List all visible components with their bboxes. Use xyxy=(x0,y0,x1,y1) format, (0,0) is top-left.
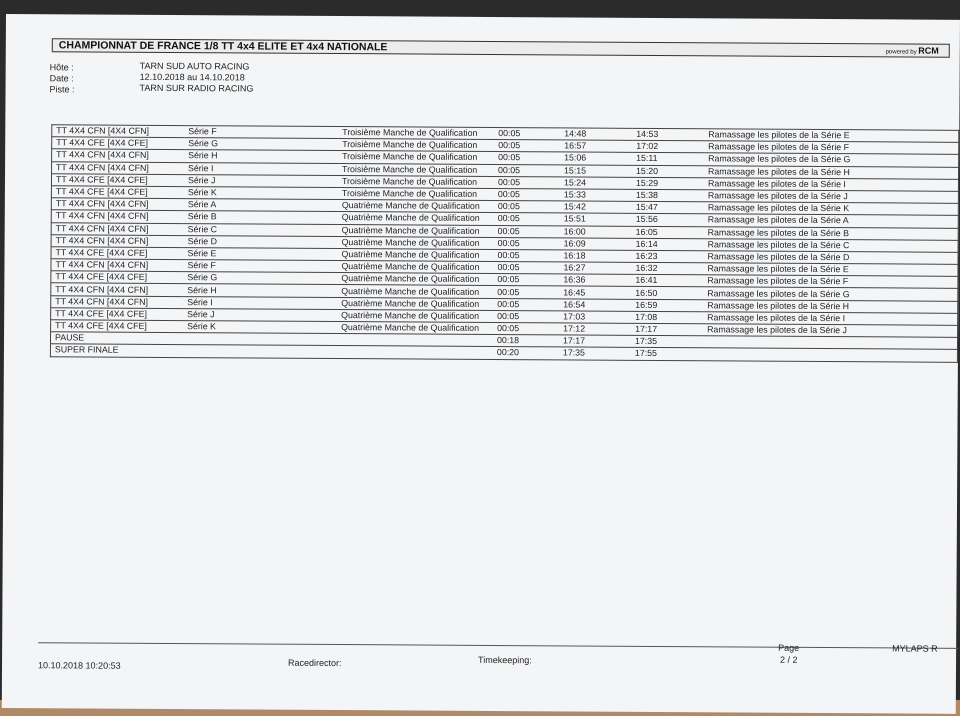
start-time-cell: 16:54 xyxy=(559,299,631,312)
round-cell: Quatrième Manche de Qualification xyxy=(338,236,494,249)
note-cell: Ramassage les pilotes de la Série H xyxy=(703,299,958,313)
note-cell: Ramassage les pilotes de la Série E xyxy=(704,129,959,143)
timekeeping-label: Timekeeping: xyxy=(478,654,532,666)
round-cell: Quatrième Manche de Qualification xyxy=(338,200,494,213)
note-cell: Ramassage les pilotes de la Série K xyxy=(704,202,959,216)
start-time-cell: 16:09 xyxy=(560,238,632,251)
duration-cell: 00:05 xyxy=(494,176,560,189)
round-cell: Quatrième Manche de Qualification xyxy=(337,273,493,286)
category-cell: TT 4X4 CFE [4X4 CFE] xyxy=(51,308,184,321)
note-cell: Ramassage les pilotes de la Série B xyxy=(704,226,959,240)
duration-cell: 00:20 xyxy=(493,347,559,360)
serie-cell: Série H xyxy=(183,284,337,297)
round-cell: Troisième Manche de Qualification xyxy=(338,151,494,164)
duration-cell: 00:05 xyxy=(494,152,560,165)
round-cell: Quatrième Manche de Qualification xyxy=(338,224,494,237)
serie-cell xyxy=(183,345,337,358)
category-cell: TT 4X4 CFN [4X4 CFN] xyxy=(51,222,184,235)
category-cell: TT 4X4 CFE [4X4 CFE] xyxy=(51,247,184,260)
duration-cell: 00:05 xyxy=(493,274,559,287)
start-time-cell: 17:17 xyxy=(559,335,631,348)
note-cell: Ramassage les pilotes de la Série I xyxy=(704,178,959,192)
category-cell: TT 4X4 CFN [4X4 CFN] xyxy=(52,149,185,162)
end-time-cell: 16:05 xyxy=(632,226,704,239)
date-value: 12.10.2018 au 14.10.2018 xyxy=(139,71,245,83)
serie-cell: Série H xyxy=(184,150,338,163)
powered-by-label xyxy=(886,44,939,58)
category-cell: TT 4X4 CFN [4X4 CFN] xyxy=(51,283,184,296)
duration-cell: 00:05 xyxy=(493,262,559,275)
printed-timestamp: 10.10.2018 10:20:53 xyxy=(37,660,121,671)
end-time-cell: 15:47 xyxy=(632,201,704,214)
category-cell: TT 4X4 CFE [4X4 CFE] xyxy=(51,320,184,333)
category-cell: SUPER FINALE xyxy=(50,344,183,357)
serie-cell: Série K xyxy=(184,187,338,200)
note-cell: Ramassage les pilotes de la Série F xyxy=(704,141,959,155)
serie-cell: Série J xyxy=(183,308,337,321)
serie-cell: Série C xyxy=(184,223,338,236)
start-time-cell: 17:03 xyxy=(559,311,631,324)
mylaps-brand: MYLAPS R xyxy=(892,643,938,654)
note-cell: Ramassage les pilotes de la Série E xyxy=(703,263,958,277)
start-time-cell: 15:15 xyxy=(560,164,632,177)
round-cell: Quatrième Manche de Qualification xyxy=(337,309,493,322)
category-cell: TT 4X4 CFE [4X4 CFE] xyxy=(51,174,184,187)
duration-cell: 00:05 xyxy=(494,188,560,201)
host-value: TARN SUD AUTO RACING xyxy=(139,60,250,72)
duration-cell: 00:05 xyxy=(493,298,559,311)
powered-prefix: powered by xyxy=(885,49,917,56)
round-cell: Quatrième Manche de Qualification xyxy=(337,248,493,261)
page-label: Page xyxy=(778,642,800,653)
category-cell: TT 4X4 CFN [4X4 CFN] xyxy=(52,161,185,174)
note-cell: Ramassage les pilotes de la Série F xyxy=(703,275,958,289)
duration-cell: 00:05 xyxy=(494,127,560,140)
category-cell: TT 4X4 CFN [4X4 CFN] xyxy=(51,259,184,272)
duration-cell: 00:05 xyxy=(494,237,560,250)
round-cell: Quatrième Manche de Qualification xyxy=(338,212,494,225)
racedirector-label: Racedirector: xyxy=(288,657,342,669)
powered-brand: RCM xyxy=(918,45,939,56)
serie-cell: Série J xyxy=(184,174,338,187)
serie-cell: Série K xyxy=(183,321,337,334)
serie-cell: Série F xyxy=(183,260,337,273)
start-time-cell: 16:36 xyxy=(559,274,631,287)
note-cell xyxy=(703,348,958,362)
end-time-cell: 17:02 xyxy=(632,141,704,154)
end-time-cell: 16:41 xyxy=(631,275,703,288)
end-time-cell: 15:56 xyxy=(632,214,704,227)
end-time-cell: 15:11 xyxy=(632,153,704,166)
end-time-cell: 17:35 xyxy=(631,336,703,349)
start-time-cell: 15:42 xyxy=(560,201,632,214)
duration-cell: 00:05 xyxy=(494,164,560,177)
duration-cell: 00:18 xyxy=(493,335,559,348)
start-time-cell: 15:33 xyxy=(560,189,632,202)
start-time-cell: 16:27 xyxy=(559,262,631,275)
duration-cell: 00:05 xyxy=(493,322,559,335)
duration-cell: 00:05 xyxy=(494,140,560,153)
duration-cell: 00:05 xyxy=(493,286,559,299)
start-time-cell: 14:48 xyxy=(560,128,632,141)
start-time-cell: 16:18 xyxy=(559,250,631,263)
page-number: 2 / 2 xyxy=(780,654,798,665)
category-cell: TT 4X4 CFN [4X4 CFN] xyxy=(51,234,184,247)
start-time-cell: 17:35 xyxy=(559,347,631,360)
footer-divider xyxy=(38,642,958,649)
note-cell: Ramassage les pilotes de la Série J xyxy=(704,190,959,204)
round-cell xyxy=(337,334,493,347)
note-cell: Ramassage les pilotes de la Série J xyxy=(703,324,958,338)
note-cell: Ramassage les pilotes de la Série A xyxy=(704,214,959,228)
start-time-cell: 17:12 xyxy=(559,323,631,336)
category-cell: PAUSE xyxy=(50,332,183,345)
duration-cell: 00:05 xyxy=(493,310,559,323)
round-cell: Quatrième Manche de Qualification xyxy=(337,322,493,335)
serie-cell: Série A xyxy=(184,199,338,212)
serie-cell: Série B xyxy=(184,211,338,224)
end-time-cell: 15:29 xyxy=(632,177,704,190)
end-time-cell: 16:32 xyxy=(631,262,703,275)
category-cell: TT 4X4 CFE [4X4 CFE] xyxy=(52,137,185,150)
duration-cell: 00:05 xyxy=(494,225,560,238)
end-time-cell: 15:38 xyxy=(632,189,704,202)
duration-cell: 00:05 xyxy=(494,213,560,226)
category-cell: TT 4X4 CFE [4X4 CFE] xyxy=(51,271,184,284)
document-page xyxy=(2,14,960,714)
end-time-cell: 14:53 xyxy=(632,128,704,141)
end-time-cell: 17:55 xyxy=(631,348,703,361)
end-time-cell: 16:23 xyxy=(631,250,703,263)
note-cell: Ramassage les pilotes de la Série C xyxy=(704,238,959,252)
end-time-cell: 17:08 xyxy=(631,311,703,324)
end-time-cell: 16:14 xyxy=(632,238,704,251)
serie-cell: Série G xyxy=(183,272,337,285)
serie-cell xyxy=(183,333,337,346)
round-cell: Troisième Manche de Qualification xyxy=(338,175,494,188)
serie-cell: Série I xyxy=(184,162,338,175)
start-time-cell: 15:06 xyxy=(560,152,632,165)
host-label: Hôte : xyxy=(49,62,74,73)
note-cell: Ramassage les pilotes de la Série G xyxy=(704,153,959,167)
start-time-cell: 16:57 xyxy=(560,140,632,153)
round-cell: Troisième Manche de Qualification xyxy=(338,139,494,152)
round-cell: Quatrième Manche de Qualification xyxy=(337,285,493,298)
end-time-cell: 15:20 xyxy=(632,165,704,178)
serie-cell: Série D xyxy=(184,235,338,248)
end-time-cell: 16:59 xyxy=(631,299,703,312)
end-time-cell: 16:50 xyxy=(631,287,703,300)
end-time-cell: 17:17 xyxy=(631,323,703,336)
round-cell: Troisième Manche de Qualification xyxy=(338,127,494,140)
category-cell: TT 4X4 CFN [4X4 CFN] xyxy=(52,125,185,138)
start-time-cell: 16:00 xyxy=(560,225,632,238)
serie-cell: Série I xyxy=(183,296,337,309)
note-cell: Ramassage les pilotes de la Série D xyxy=(703,251,958,265)
serie-cell: Série E xyxy=(184,247,338,260)
note-cell: Ramassage les pilotes de la Série H xyxy=(704,165,959,179)
title-bar xyxy=(52,38,950,57)
duration-cell: 00:05 xyxy=(494,201,560,214)
round-cell: Troisième Manche de Qualification xyxy=(338,163,494,176)
category-cell: TT 4X4 CFN [4X4 CFN] xyxy=(51,295,184,308)
track-label: Piste : xyxy=(49,84,75,95)
start-time-cell: 15:51 xyxy=(560,213,632,226)
duration-cell: 00:05 xyxy=(493,249,559,262)
category-cell: TT 4X4 CFE [4X4 CFE] xyxy=(51,186,184,199)
start-time-cell: 15:24 xyxy=(560,177,632,190)
category-cell: TT 4X4 CFN [4X4 CFN] xyxy=(51,210,184,223)
schedule-body xyxy=(50,125,958,362)
category-cell: TT 4X4 CFN [4X4 CFN] xyxy=(51,198,184,211)
note-cell: Ramassage les pilotes de la Série I xyxy=(703,312,958,326)
round-cell: Troisième Manche de Qualification xyxy=(338,187,494,200)
date-label: Date : xyxy=(49,73,74,84)
note-cell: Ramassage les pilotes de la Série G xyxy=(703,287,958,301)
round-cell xyxy=(337,346,493,359)
track-value: TARN SUR RADIO RACING xyxy=(139,82,254,94)
round-cell: Quatrième Manche de Qualification xyxy=(337,297,493,310)
start-time-cell: 16:45 xyxy=(559,286,631,299)
round-cell: Quatrième Manche de Qualification xyxy=(337,261,493,274)
serie-cell: Série G xyxy=(184,138,338,151)
schedule-table xyxy=(50,124,959,362)
document-title: CHAMPIONNAT DE FRANCE 1/8 TT 4x4 ELITE ET 4x4 NATIONALE xyxy=(58,39,388,54)
serie-cell: Série F xyxy=(184,126,338,139)
